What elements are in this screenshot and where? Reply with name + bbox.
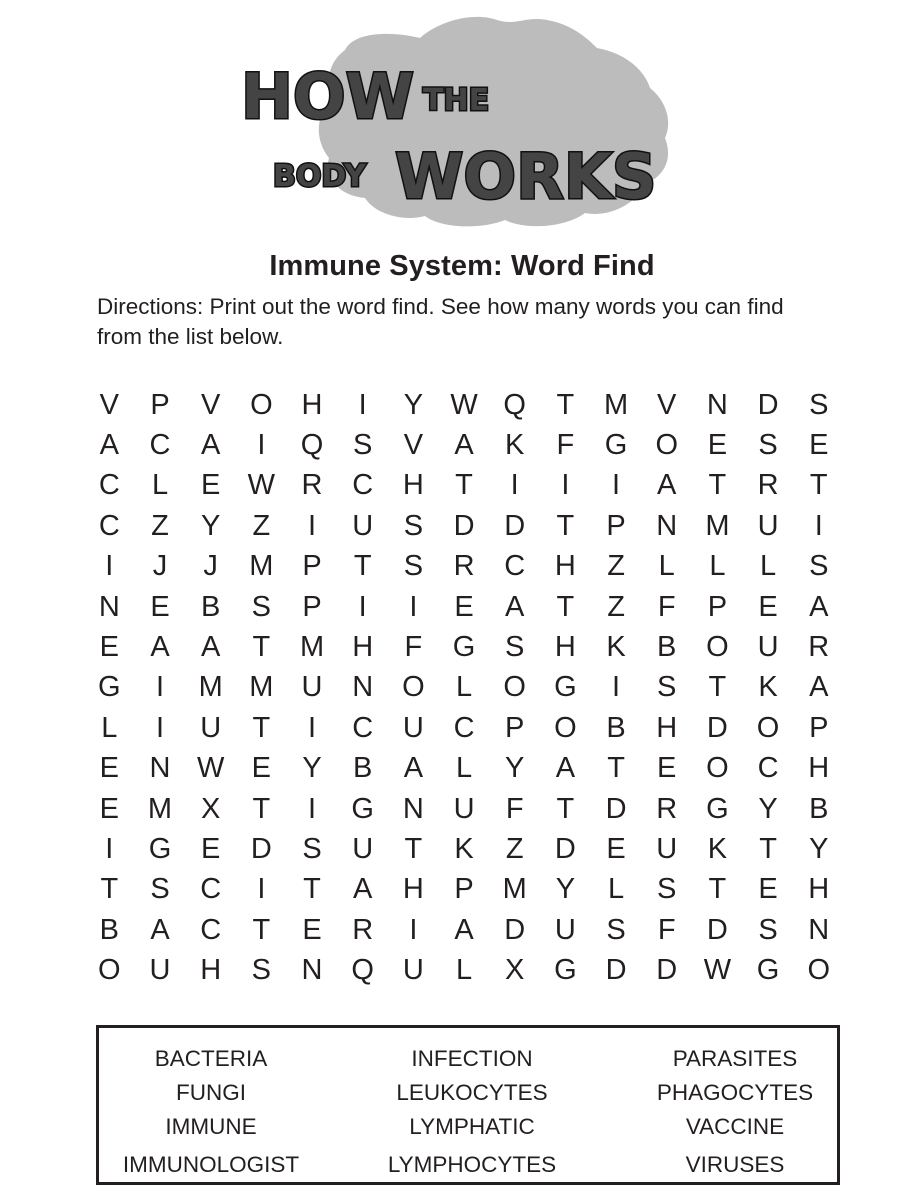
word-list-item: VACCINE (685, 1114, 785, 1139)
grid-letter: I (307, 711, 317, 744)
grid-letter: S (809, 550, 829, 583)
grid-letter: N (656, 509, 678, 542)
grid-letter: B (201, 590, 221, 623)
grid-letter: H (808, 873, 830, 906)
grid-letter: Z (505, 832, 524, 865)
grid-letter: A (353, 873, 373, 906)
grid-letter: I (409, 590, 418, 623)
logo-word-works: WORKS (395, 140, 657, 213)
grid-letter: G (554, 671, 577, 704)
grid-letter: Y (403, 388, 424, 421)
grid-letter: C (352, 469, 374, 502)
grid-letter: K (454, 832, 474, 865)
word-list-item: INFECTION (411, 1046, 533, 1071)
grid-letter: O (655, 429, 678, 462)
grid-letter: U (402, 711, 424, 744)
grid-letter: D (605, 954, 627, 987)
grid-letter: R (301, 469, 323, 502)
word-list-item: IMMUNOLOGIST (122, 1152, 300, 1177)
grid-letter: H (402, 873, 424, 906)
grid-letter: P (606, 509, 626, 542)
grid-letter: A (403, 752, 424, 785)
grid-letter: A (657, 469, 677, 502)
grid-row (84, 708, 844, 748)
grid-row (84, 587, 844, 627)
grid-letter: I (257, 873, 266, 906)
grid-letter: W (247, 469, 276, 502)
grid-letter: C (757, 752, 779, 785)
grid-letter: I (612, 469, 621, 502)
grid-letter: N (706, 388, 728, 421)
grid-letter: T (556, 388, 575, 421)
grid-letter: T (303, 873, 321, 906)
grid-letter: H (656, 711, 678, 744)
grid-letter: Z (151, 509, 169, 542)
grid-letter: D (706, 913, 728, 946)
grid-letter: K (758, 671, 778, 704)
grid-letter: D (453, 509, 475, 542)
grid-letter: S (403, 509, 424, 542)
grid-letter: I (612, 671, 621, 704)
grid-letter: G (706, 792, 729, 825)
grid-letter: O (250, 388, 273, 421)
grid-letter: I (307, 792, 317, 825)
grid-letter: S (758, 913, 778, 946)
grid-letter: G (756, 954, 780, 987)
grid-letter: E (657, 752, 677, 785)
grid-letter: D (250, 832, 272, 865)
grid-row (84, 547, 844, 587)
grid-letter: D (504, 509, 526, 542)
grid-letter: S (403, 550, 424, 583)
grid-letter: M (198, 671, 223, 704)
grid-letter: L (607, 873, 625, 906)
grid-letter: I (105, 832, 114, 865)
grid-letter: A (201, 429, 221, 462)
grid-letter: Z (607, 590, 625, 623)
grid-letter: V (201, 388, 221, 421)
grid-letter: I (307, 509, 317, 542)
grid-letter: O (756, 711, 780, 744)
grid-letter: T (809, 469, 828, 502)
grid-letter: H (402, 469, 424, 502)
grid-letter: E (201, 469, 221, 502)
grid-letter: T (252, 792, 271, 825)
grid-letter: R (352, 913, 374, 946)
grid-letter: V (403, 429, 424, 462)
grid-letter: U (757, 509, 779, 542)
word-list-item: IMMUNE (165, 1114, 257, 1139)
grid-letter: L (151, 469, 169, 502)
grid-letter: T (556, 792, 575, 825)
grid-letter: U (149, 954, 171, 987)
logo-word-the: THE (423, 83, 490, 118)
grid-letter: N (98, 590, 120, 623)
grid-letter: S (657, 671, 677, 704)
grid-letter: J (152, 550, 168, 583)
grid-letter: T (252, 631, 271, 664)
grid-letter: W (196, 752, 225, 785)
grid-letter: L (709, 550, 726, 583)
grid-letter: L (455, 954, 473, 987)
grid-letter: C (352, 711, 374, 744)
grid-letter: K (707, 832, 728, 865)
grid-letter: T (252, 913, 271, 946)
grid-letter: U (352, 509, 374, 542)
word-list-column (91, 1042, 331, 1182)
grid-letter: I (105, 550, 114, 583)
grid-letter: F (657, 913, 676, 946)
grid-row (84, 425, 844, 465)
grid-letter: I (358, 388, 367, 421)
grid-letter: Z (607, 550, 625, 583)
word-list-item: BACTERIA (154, 1046, 268, 1071)
grid-letter: C (453, 711, 475, 744)
grid-letter: M (502, 873, 527, 906)
grid-letter: C (200, 873, 222, 906)
grid-letter: R (656, 792, 678, 825)
grid-letter: Z (252, 509, 271, 542)
grid-letter: O (98, 954, 121, 987)
grid-letter: A (454, 913, 474, 946)
grid-letter: E (150, 590, 170, 623)
word-list-item: LEUKOCYTES (396, 1080, 548, 1105)
grid-letter: O (706, 631, 729, 664)
grid-letter: O (807, 954, 831, 987)
grid-letter: Q (503, 388, 526, 421)
grid-row (84, 627, 844, 667)
grid-letter: R (757, 469, 779, 502)
grid-letter: I (257, 429, 266, 462)
grid-letter: U (757, 631, 779, 664)
grid-letter: T (252, 711, 271, 744)
grid-letter: A (99, 429, 119, 462)
grid-letter: N (808, 913, 830, 946)
grid-letter: U (656, 832, 678, 865)
grid-letter: L (658, 550, 675, 583)
grid-letter: U (200, 711, 222, 744)
page-title: Immune System: Word Find (269, 250, 655, 282)
grid-letter: F (657, 590, 676, 623)
grid-letter: P (302, 550, 322, 583)
grid-letter: A (201, 631, 221, 664)
word-list-item: FUNGI (176, 1080, 246, 1105)
grid-letter: P (505, 711, 525, 744)
grid-letter: Y (302, 752, 322, 785)
grid-letter: P (707, 590, 728, 623)
grid-letter: K (505, 429, 525, 462)
grid-letter: R (453, 550, 475, 583)
grid-letter: B (809, 792, 829, 825)
grid-row (84, 870, 844, 910)
grid-letter: E (758, 873, 778, 906)
grid-letter: T (556, 509, 575, 542)
grid-letter: N (301, 954, 323, 987)
grid-letter: E (758, 590, 778, 623)
grid-letter: A (809, 671, 829, 704)
word-list-column (615, 1042, 855, 1182)
grid-letter: T (759, 832, 777, 865)
grid-letter: S (150, 873, 170, 906)
grid-letter: U (301, 671, 323, 704)
grid-letter: A (555, 752, 576, 785)
grid-letter: C (149, 429, 171, 462)
grid-letter: G (554, 954, 577, 987)
grid-letter: P (150, 388, 170, 421)
grid-letter: I (814, 509, 823, 542)
grid-letter: U (554, 913, 576, 946)
grid-row (84, 385, 844, 425)
grid-letter: F (556, 429, 575, 462)
grid-letter: S (809, 388, 829, 421)
grid-letter: A (505, 590, 525, 623)
grid-letter: I (409, 913, 418, 946)
grid-row (84, 749, 844, 789)
grid-letter: Y (809, 832, 829, 865)
grid-letter: D (656, 954, 678, 987)
grid-letter: H (352, 631, 374, 664)
grid-letter: V (99, 388, 119, 421)
word-list-item: LYMPHOCYTES (387, 1152, 557, 1177)
grid-letter: L (455, 752, 473, 785)
grid-letter: Q (351, 954, 374, 987)
grid-letter: I (155, 671, 165, 704)
grid-letter: S (302, 832, 322, 865)
logo-graphic (225, 8, 705, 238)
grid-letter: S (758, 429, 778, 462)
grid-letter: H (808, 752, 830, 785)
grid-letter: W (703, 954, 732, 987)
grid-letter: S (353, 429, 373, 462)
grid-letter: L (760, 550, 777, 583)
logo-word-how: HOW (241, 60, 414, 133)
grid-letter: M (147, 792, 173, 825)
grid-letter: D (504, 913, 526, 946)
grid-row (84, 668, 844, 708)
word-list-item: LYMPHATIC (409, 1114, 535, 1139)
grid-letter: S (657, 873, 677, 906)
grid-row (84, 466, 844, 506)
grid-letter: Q (300, 429, 324, 462)
grid-letter: G (452, 631, 476, 664)
directions-text: Directions: Print out the word find. See how many words you can find from the list below. (97, 294, 784, 349)
grid-letter: P (809, 711, 829, 744)
grid-letter: H (554, 631, 576, 664)
grid-letter: C (200, 913, 222, 946)
grid-letter: A (809, 590, 829, 623)
grid-row (84, 950, 844, 990)
grid-letter: U (402, 954, 424, 987)
grid-letter: M (249, 671, 274, 704)
word-list-item: PHAGOCYTES (656, 1080, 814, 1105)
grid-letter: O (706, 752, 729, 785)
grid-letter: F (404, 631, 423, 664)
grid-letter: O (503, 671, 526, 704)
grid-letter: G (351, 792, 374, 825)
grid-letter: G (604, 429, 628, 462)
grid-letter: N (402, 792, 424, 825)
grid-letter: O (554, 711, 577, 744)
grid-letter: I (155, 711, 165, 744)
grid-letter: U (453, 792, 475, 825)
grid-letter: B (99, 913, 119, 946)
logo-word-body: BODY (273, 159, 366, 194)
grid-letter: E (201, 832, 221, 865)
grid-letter: T (607, 752, 625, 785)
grid-letter: U (352, 832, 374, 865)
how-the-body-works-logo (225, 8, 705, 238)
grid-letter: E (707, 429, 728, 462)
word-list-item: VIRUSES (685, 1152, 785, 1177)
grid-letter: E (99, 752, 119, 785)
grid-letter: G (148, 832, 172, 865)
grid-letter: T (455, 469, 473, 502)
grid-letter: H (301, 388, 323, 421)
grid-letter: E (809, 429, 829, 462)
grid-letter: S (606, 913, 626, 946)
word-list-item: PARASITES (672, 1046, 798, 1071)
grid-letter: B (606, 711, 626, 744)
grid-letter: W (450, 388, 478, 421)
word-list-box (96, 1025, 840, 1185)
grid-letter: C (504, 550, 526, 583)
word-find-grid (84, 385, 844, 991)
grid-letter: Y (201, 509, 221, 542)
grid-letter: R (808, 631, 830, 664)
grid-letter: I (510, 469, 519, 502)
grid-letter: P (454, 873, 474, 906)
grid-letter: S (251, 590, 272, 623)
grid-letter: L (455, 671, 473, 704)
grid-letter: P (302, 590, 322, 623)
grid-letter: E (454, 590, 474, 623)
grid-letter: G (98, 671, 121, 704)
grid-letter: N (149, 752, 171, 785)
grid-letter: M (299, 631, 325, 664)
grid-letter: B (353, 752, 373, 785)
grid-letter: K (606, 631, 626, 664)
grid-letter: A (454, 429, 474, 462)
grid-letter: J (203, 550, 218, 583)
grid-letter: T (708, 671, 727, 704)
grid-letter: C (98, 509, 120, 542)
grid-letter: H (554, 550, 576, 583)
grid-letter: E (251, 752, 272, 785)
grid-letter: T (708, 873, 727, 906)
grid-row (84, 506, 844, 546)
grid-letter: E (606, 832, 626, 865)
grid-letter: T (100, 873, 119, 906)
grid-letter: T (353, 550, 372, 583)
grid-letter: D (706, 711, 728, 744)
grid-letter: A (150, 913, 170, 946)
grid-letter: H (200, 954, 222, 987)
grid-letter: F (505, 792, 524, 825)
grid-row (84, 910, 844, 950)
grid-letter: M (603, 388, 629, 421)
grid-letter: Y (758, 792, 778, 825)
grid-letter: I (358, 590, 367, 623)
grid-letter: E (99, 631, 119, 664)
grid-row (84, 789, 844, 829)
grid-letter: S (505, 631, 525, 664)
grid-letter: T (556, 590, 575, 623)
grid-letter: D (554, 832, 576, 865)
grid-letter: B (657, 631, 677, 664)
grid-letter: L (101, 711, 118, 744)
grid-letter: M (705, 509, 730, 542)
grid-letter: D (605, 792, 627, 825)
grid-letter: T (404, 832, 423, 865)
grid-letter: E (99, 792, 119, 825)
grid-letter: V (657, 388, 677, 421)
grid-letter: X (505, 954, 525, 987)
grid-row (84, 829, 844, 869)
grid-letter: M (249, 550, 274, 583)
grid-letter: I (561, 469, 570, 502)
grid-letter: D (757, 388, 779, 421)
grid-letter: Y (505, 752, 525, 785)
grid-letter: E (302, 913, 322, 946)
grid-letter: Y (555, 873, 576, 906)
grid-letter: O (402, 671, 425, 704)
word-list-column (352, 1042, 592, 1182)
grid-letter: C (98, 469, 120, 502)
grid-letter: A (150, 631, 170, 664)
grid-letter: N (352, 671, 374, 704)
grid-letter: S (251, 954, 272, 987)
grid-letter: T (708, 469, 727, 502)
grid-letter: X (201, 792, 221, 825)
